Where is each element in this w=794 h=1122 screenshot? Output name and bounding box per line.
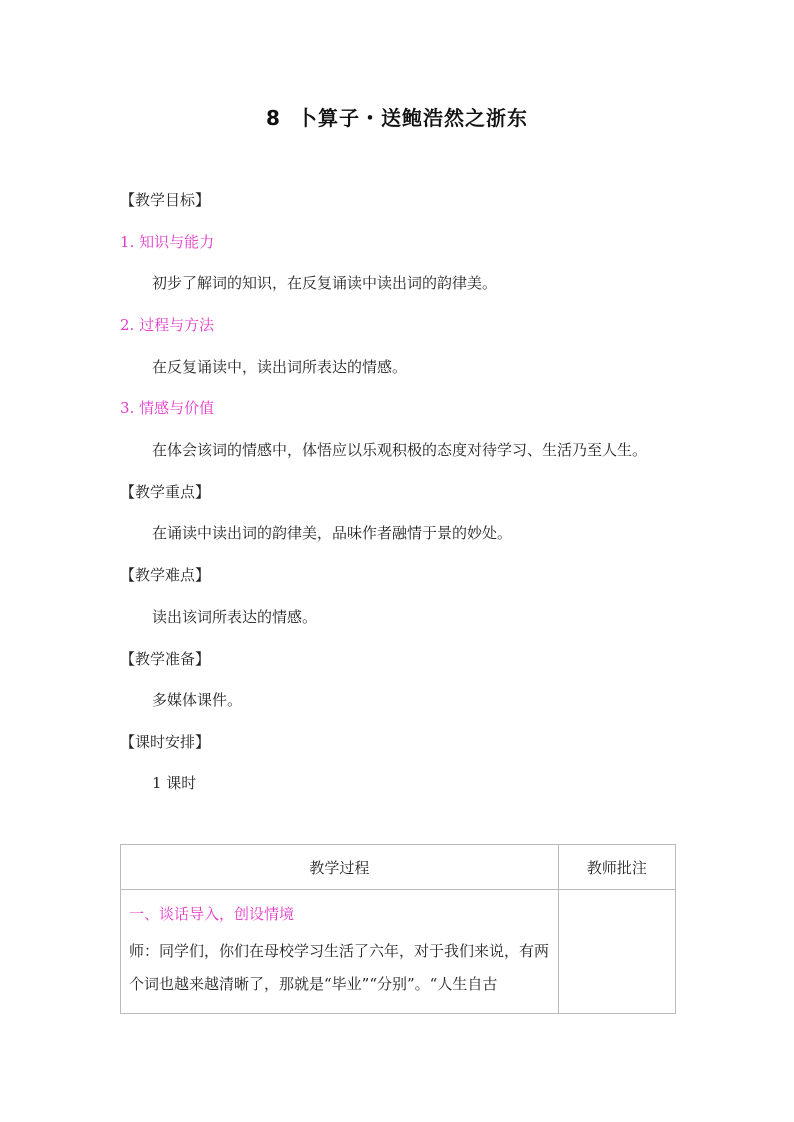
header-teacher-notes: 教师批注: [558, 845, 675, 890]
process-method-text: 在反复诵读中，读出词所表达的情感。: [152, 358, 408, 376]
process-method-heading: 2. 过程与方法: [120, 316, 215, 334]
knowledge-ability-heading: 1. 知识与能力: [120, 233, 215, 251]
notes-cell: [558, 890, 675, 1014]
emotion-value-text: 在体会该词的情感中，体悟应以乐观积极的态度对待学习、生活乃至人生。: [152, 441, 648, 459]
lesson-number: 8: [266, 106, 281, 130]
teaching-process-table: [120, 844, 676, 1014]
difficulties-heading: 【教学难点】: [120, 566, 211, 584]
key-points-text: 在诵读中读出词的韵律美，品味作者融情于景的妙处。: [152, 524, 513, 542]
lesson-title: 卜算子・送鲍浩然之浙东: [296, 106, 528, 130]
preparation-heading: 【教学准备】: [120, 650, 211, 668]
emotion-value-heading: 3. 情感与价值: [120, 399, 215, 417]
table-row: [121, 890, 676, 1014]
difficulties-text: 读出该词所表达的情感。: [152, 608, 318, 626]
section-title: 一、谈话导入，创设情境: [129, 905, 295, 923]
process-cell: [121, 890, 559, 1014]
objectives-heading: 【教学目标】: [120, 191, 211, 209]
preparation-text: 多媒体课件。: [152, 691, 243, 709]
header-teaching-process: 教学过程: [121, 845, 559, 890]
paragraph-line-2: 个词也越来越清晰了，那就是“毕业”“分别”。“人生自古: [129, 975, 498, 993]
knowledge-ability-text: 初步了解词的知识，在反复诵读中读出词的韵律美。: [152, 274, 498, 292]
table-header-row: [121, 845, 676, 890]
document-title: [0, 102, 794, 131]
schedule-text: 1 课时: [152, 774, 197, 792]
key-points-heading: 【教学重点】: [120, 483, 211, 501]
paragraph-line-1: 师：同学们，你们在母校学习生活了六年，对于我们来说，有两: [129, 942, 550, 960]
schedule-heading: 【课时安排】: [120, 733, 211, 751]
